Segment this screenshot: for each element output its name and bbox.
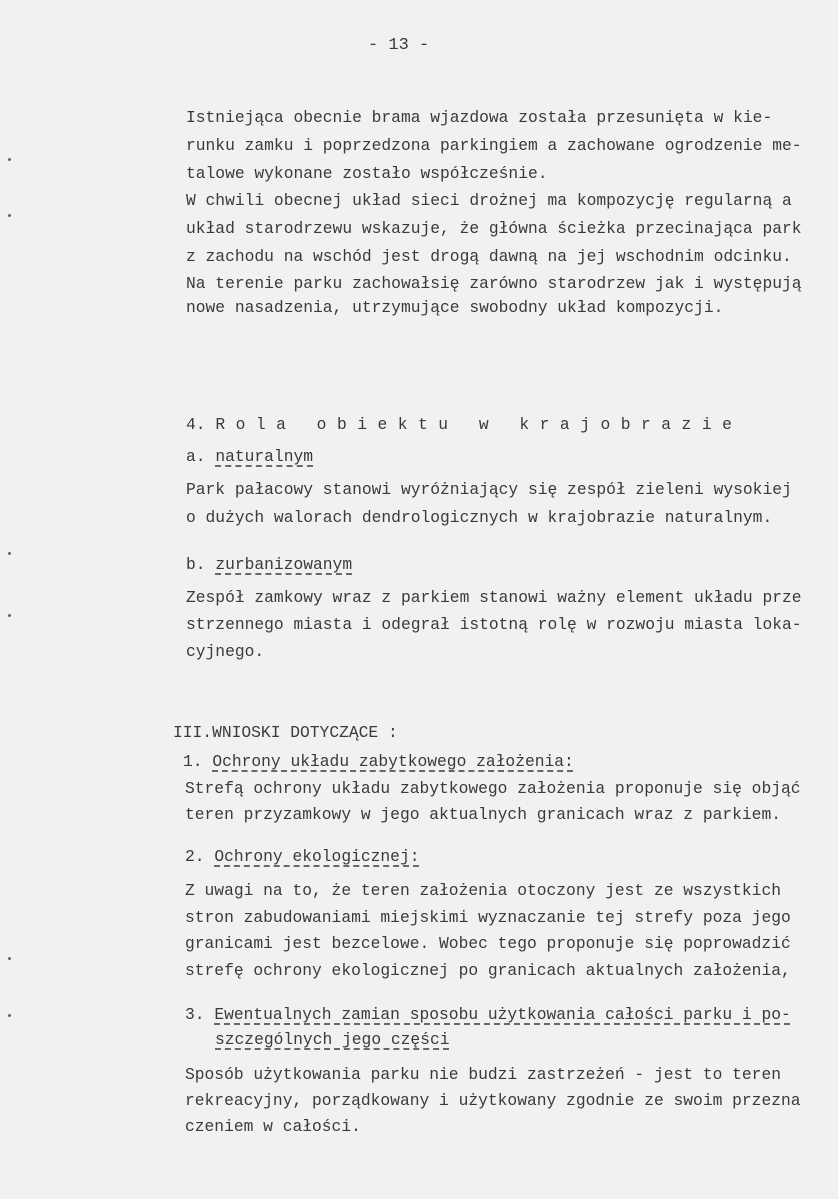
text-line: granicami jest bezcelowe. Wobec tego proponuje się poprowadzić (185, 934, 791, 953)
text-line: stron zabudowaniami miejskimi wyznaczanie tej strefy poza jego (185, 908, 791, 927)
subheading-prefix: b. (186, 555, 216, 574)
section-heading: III.WNIOSKI DOTYCZĄCE : (173, 723, 398, 742)
text-line: Park pałacowy stanowi wyróżniający się zespół zieleni wysokiej (186, 480, 792, 499)
margin-punch-mark (8, 158, 11, 161)
subheading-label: naturalnym (215, 447, 314, 466)
text-line: czeniem w całości. (185, 1117, 361, 1136)
item-prefix: 1. (183, 752, 213, 771)
text-line: strzennego miasta i odegrał istotną rolę w rozwoju miasta loka- (186, 615, 802, 634)
text-line: runku zamku i poprzedzona parkingiem a zachowane ogrodzenie me- (186, 136, 802, 155)
margin-punch-mark (8, 614, 11, 617)
item-label: Ochrony ekologicznej: (214, 847, 420, 866)
item-1-heading (183, 752, 574, 772)
subheading-b (186, 555, 352, 575)
subheading-prefix: a. (186, 447, 216, 466)
margin-punch-mark (8, 552, 11, 555)
text-line: teren przyzamkowy w jego aktualnych granicach wraz z parkiem. (185, 805, 781, 824)
item-prefix: 3. (185, 1005, 215, 1024)
text-line: talowe wykonane zostało współcześnie. (186, 164, 548, 183)
text-line: Sposób użytkowania parku nie budzi zastrzeżeń - jest to teren (185, 1065, 781, 1084)
item-2-heading (185, 847, 420, 867)
subheading-label: zurbanizowanym (215, 555, 353, 574)
subheading-a (186, 447, 313, 467)
section-title: Rola obiektu w krajobrazie (215, 415, 743, 434)
page-number: - 13 - (368, 36, 430, 55)
margin-punch-mark (8, 214, 11, 217)
section-heading (186, 415, 742, 435)
text-line: strefę ochrony ekologicznej po granicach aktualnych założenia, (185, 961, 791, 980)
text-line: cyjnego. (186, 642, 265, 661)
text-line: Zespół zamkowy wraz z parkiem stanowi ważny element układu prze (186, 588, 802, 607)
text-line: nowe nasadzenia, utrzymujące swobodny układ kompozycji. (186, 298, 724, 317)
text-line: Na terenie parku zachowałsię zarówno starodrzew jak i występują (186, 274, 802, 293)
text-line: Z uwagi na to, że teren założenia otoczony jest ze wszystkich (185, 881, 781, 900)
text-line: układ starodrzewu wskazuje, że główna ścieżka przecinająca park (186, 219, 802, 238)
item-3-heading-cont (215, 1030, 450, 1050)
text-line: Istniejąca obecnie brama wjazdowa została przesunięta w kie- (186, 108, 773, 127)
text-line: o dużych walorach dendrologicznych w krajobrazie naturalnym. (186, 508, 773, 527)
margin-punch-mark (8, 957, 11, 960)
item-label: Ewentualnych zamian sposobu użytkowania całości parku i po- (214, 1005, 791, 1024)
text-line: z zachodu na wschód jest drogą dawną na jej wschodnim odcinku. (186, 247, 792, 266)
item-label: szczególnych jego części (215, 1030, 450, 1049)
margin-punch-mark (8, 1014, 11, 1017)
item-label: Ochrony układu zabytkowego założenia: (212, 752, 574, 771)
text-line: rekreacyjny, porządkowany i użytkowany zgodnie ze swoim przezna (185, 1091, 801, 1110)
item-prefix: 2. (185, 847, 215, 866)
section-number: 4. (186, 415, 206, 434)
item-3-heading (185, 1005, 791, 1025)
text-line: Strefą ochrony układu zabytkowego założenia proponuje się objąć (185, 779, 801, 798)
text-line: W chwili obecnej układ sieci drożnej ma kompozycję regularną a (186, 191, 792, 210)
